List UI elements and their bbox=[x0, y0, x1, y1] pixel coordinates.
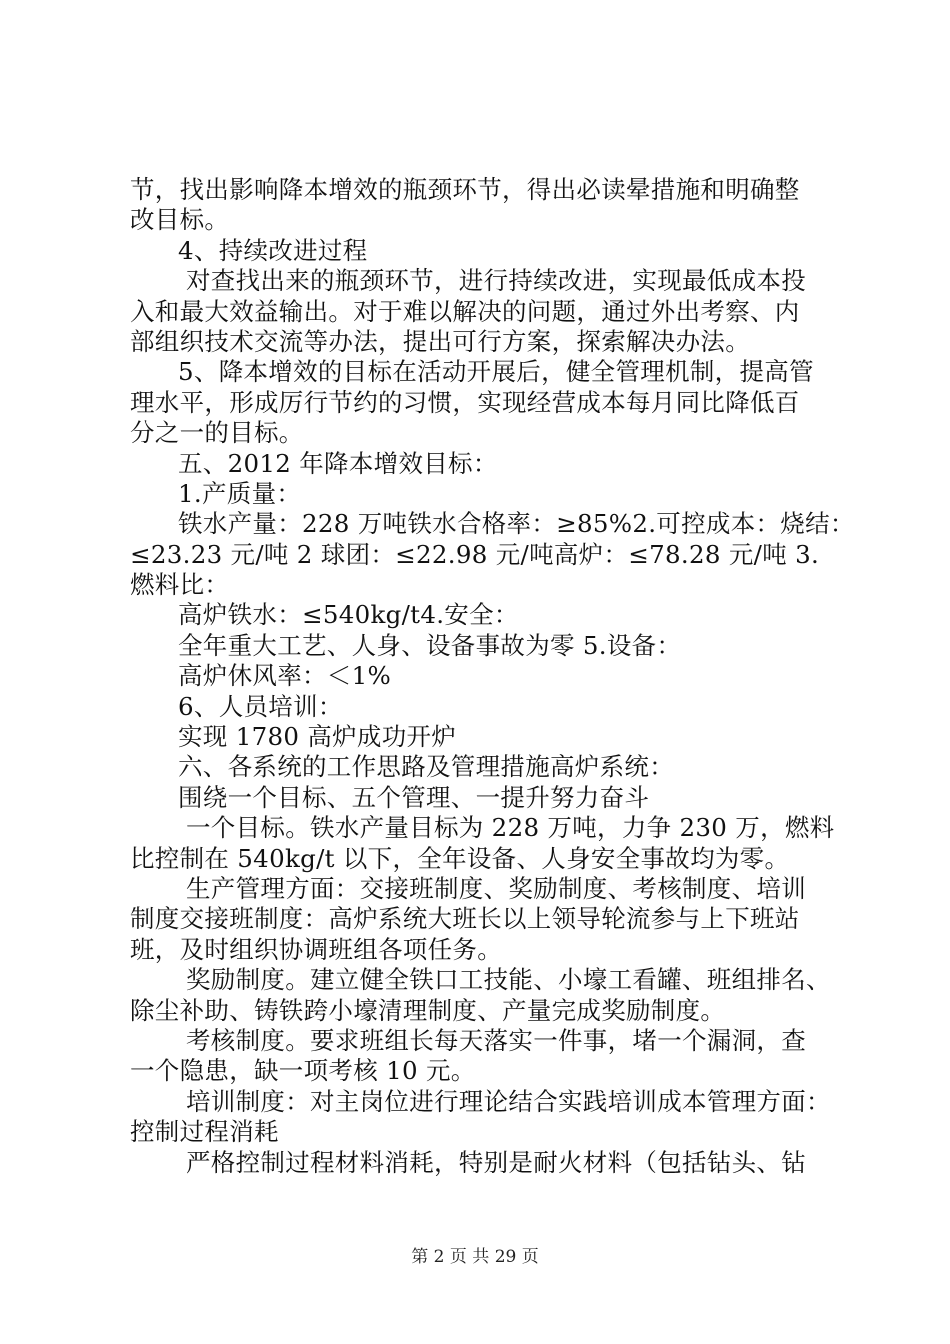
text-line: 铁水产量：228 万吨铁水合格率：≥85%2.可控成本：烧结： bbox=[178, 509, 855, 539]
text-line: 燃料比： bbox=[130, 570, 230, 600]
text-line: 节，找出影响降本增效的瓶颈环节，得出必读晕措施和明确整 bbox=[130, 175, 800, 204]
text-line: 5、降本增效的目标在活动开展后，健全管理机制，提高管 bbox=[178, 357, 814, 387]
text-line: 生产管理方面：交接班制度、奖励制度、考核制度、培训 bbox=[186, 873, 806, 903]
text-line: ≤23.23 元/吨 2 球团：≤22.98 元/吨高炉：≤78.28 元/吨 3. bbox=[130, 539, 820, 569]
text-line: 除尘补助、铸铁跨小壕清理制度、产量完成奖励制度。 bbox=[130, 995, 726, 1025]
text-line: 培训制度：对主岗位进行理论结合实践培训成本管理方面： bbox=[186, 1086, 831, 1116]
text-line: 控制过程消耗 bbox=[130, 1117, 279, 1147]
text-line: 部组织技术交流等办法，提出可行方案，探索解决办法。 bbox=[130, 326, 750, 356]
section-heading: 4、持续改进过程 bbox=[178, 235, 368, 265]
document-body bbox=[130, 175, 855, 1178]
text-line: 高炉铁水：≤540kg/t4.安全： bbox=[178, 600, 519, 630]
text-line: 改目标。 bbox=[130, 205, 230, 235]
text-line: 高炉休风率：＜1% bbox=[178, 661, 392, 691]
text-line: 一个隐患，缺一项考核 10 元。 bbox=[130, 1056, 476, 1086]
text-line: 制度交接班制度：高炉系统大班长以上领导轮流参与上下班站 bbox=[130, 904, 800, 934]
text-line: 入和最大效益输出。对于难以解决的问题，通过外出考察、内 bbox=[130, 296, 800, 326]
text-line: 奖励制度。建立健全铁口工技能、小壕工看罐、班组排名、 bbox=[186, 965, 831, 995]
text-line: 考核制度。要求班组长每天落实一件事，堵一个漏洞，查 bbox=[186, 1025, 806, 1055]
section-heading: 五、2012 年降本增效目标： bbox=[178, 448, 498, 478]
text-line: 一个目标。铁水产量目标为 228 万吨，力争 230 万，燃料 bbox=[186, 813, 835, 843]
section-heading: 六、各系统的工作思路及管理措施高炉系统： bbox=[178, 752, 674, 782]
text-line: 围绕一个目标、五个管理、一提升努力奋斗 bbox=[178, 782, 650, 812]
section-heading: 6、人员培训： bbox=[178, 691, 343, 721]
text-line: 对查找出来的瓶颈环节，进行持续改进，实现最低成本投 bbox=[186, 266, 806, 296]
text-line: 分之一的目标。 bbox=[130, 418, 304, 448]
text-line: 全年重大工艺、人身、设备事故为零 5.设备： bbox=[178, 630, 682, 660]
text-line: 实现 1780 高炉成功开炉 bbox=[178, 722, 457, 752]
text-line: 1.产质量： bbox=[178, 478, 302, 508]
text-line: 严格控制过程材料消耗，特别是耐火材料（包括钻头、钻 bbox=[186, 1147, 806, 1177]
text-line: 理水平，形成厉行节约的习惯，实现经营成本每月同比降低百 bbox=[130, 387, 800, 417]
text-line: 班，及时组织协调班组各项任务。 bbox=[130, 934, 502, 964]
text-line: 比控制在 540kg/t 以下，全年设备、人身安全事故均为零。 bbox=[130, 843, 790, 873]
page-number-footer: 第 2 页 共 29 页 bbox=[411, 1247, 539, 1267]
